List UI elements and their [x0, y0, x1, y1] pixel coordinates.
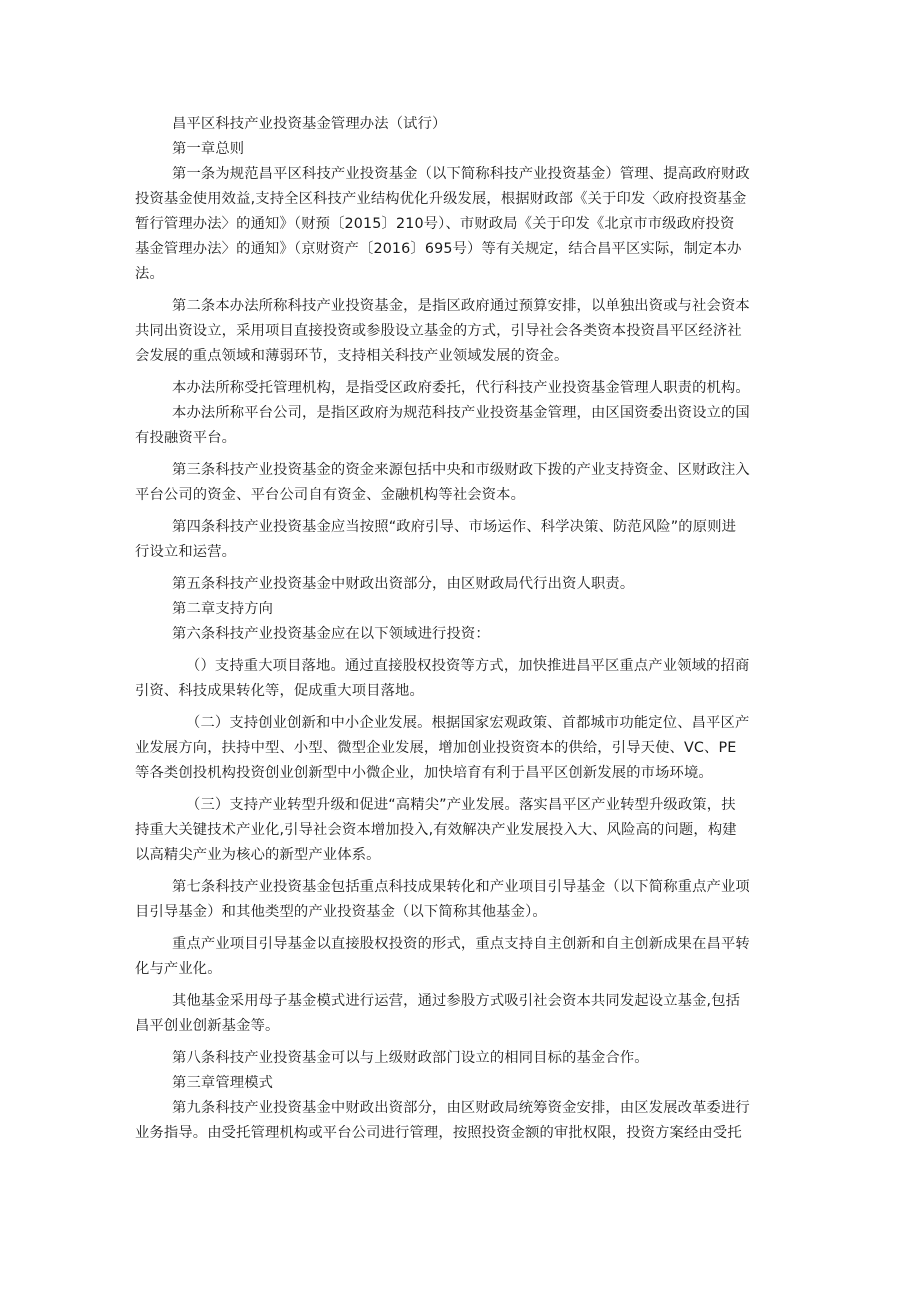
chapter-heading: 第二章支持方向 [172, 601, 274, 617]
text-line: 第四条科技产业投资基金应当按照“政府引导、市场运作、科学决策、防范风险”的原则进 [172, 519, 737, 535]
paragraph-other-fund [135, 989, 796, 1039]
text-line: （三）支持产业转型升级和促进“高精尖”产业发展。落实昌平区产业转型升级政策，扶 [186, 797, 736, 813]
text-line: 第九条科技产业投资基金中财政出资部分，由区财政局统筹资金安排，由区发展改革委进行 [172, 1100, 750, 1116]
text-line: 共同出资设立，采用项目直接投资或参股设立基金的方式，引导社会各类资本投资昌平区经济社 [135, 323, 742, 339]
text-line: 本办法所称平台公司，是指区政府为规范科技产业投资基金管理，由区国资委出资设立的国 [172, 405, 750, 421]
text-line: 其他基金采用母子基金模式进行运营，通过参股方式吸引社会资本共同发起设立基金,包括 [172, 993, 741, 1009]
text-line: 暂行管理办法〉的通知》（财预〔2015〕210号）、市财政局《关于印发《北京市市级政府投资 [135, 216, 735, 232]
text-line: 第三条科技产业投资基金的资金来源包括中央和市级财政下拨的产业支持资金、区财政注入 [172, 462, 750, 478]
chapter-heading: 第一章总则 [172, 141, 245, 157]
text-line: 第七条科技产业投资基金包括重点科技成果转化和产业项目引导基金（以下简称重点产业项 [172, 879, 750, 895]
text-line: 投资基金使用效益,支持全区科技产业结构优化升级发展，根据财政部《关于印发〈政府投资基金 [135, 191, 747, 207]
text-line: （二）支持创业创新和中小企业发展。根据国家宏观政策、首都城市功能定位、昌平区产 [186, 715, 750, 731]
article-9 [135, 1096, 796, 1146]
text-line: 行设立和运营。 [135, 544, 237, 560]
text-line: 会发展的重点领域和薄弱环节，支持相关科技产业领域发展的资金。 [135, 348, 569, 364]
article-3 [135, 458, 796, 508]
list-item [135, 711, 796, 786]
article-1 [135, 162, 796, 287]
article-7 [135, 875, 796, 925]
text-line: 重点产业项目引导基金以直接股权投资的形式，重点支持自主创新和自主创新成果在昌平转 [172, 936, 750, 952]
article-5: 第五条科技产业投资基金中财政出资部分，由区财政局代行出资人职责。 [172, 576, 635, 592]
article-8: 第八条科技产业投资基金可以与上级财政部门设立的相同目标的基金合作。 [172, 1050, 649, 1066]
paragraph-key-fund [135, 932, 796, 982]
list-item [135, 654, 796, 704]
text-line: （）支持重大项目落地。通过直接股权投资等方式，加快推进昌平区重点产业领域的招商 [186, 658, 750, 674]
text-line: 昌平创业创新基金等。 [135, 1018, 280, 1034]
article-4 [135, 515, 796, 565]
text-line: 有投融资平台。 [135, 430, 237, 446]
list-item [135, 793, 796, 868]
chapter-heading: 第三章管理模式 [172, 1075, 274, 1091]
text-line: 目引导基金）和其他类型的产业投资基金（以下简称其他基金）。 [135, 904, 547, 920]
text-line: 持重大关键技术产业化,引导社会资本增加投入,有效解决产业发展投入大、风险高的问题，构建 [135, 822, 737, 838]
paragraph-trustee: 本办法所称受托管理机构，是指受区政府委托，代行科技产业投资基金管理人职责的机构。 [172, 380, 750, 396]
text-line: 平台公司的资金、平台公司自有资金、金融机构等社会资本。 [135, 487, 526, 503]
text-line: 以高精尖产业为核心的新型产业体系。 [135, 847, 381, 863]
text-line: 基金管理办法〉的通知》（京财资产〔2016〕695号）等有关规定，结合昌平区实际，制定本办 [135, 241, 742, 257]
article-6: 第六条科技产业投资基金应在以下领域进行投资： [172, 626, 490, 642]
text-line: 化与产业化。 [135, 961, 222, 977]
text-line: 等各类创投机构投资创业创新型中小微企业，加快培育有利于昌平区创新发展的市场环境。 [135, 765, 713, 781]
paragraph-platform [135, 401, 796, 451]
text-line: 第二条本办法所称科技产业投资基金，是指区政府通过预算安排，以单独出资或与社会资本 [172, 298, 750, 314]
text-line: 业务指导。由受托管理机构或平台公司进行管理，按照投资金额的审批权限，投资方案经由受托 [135, 1125, 742, 1141]
text-line: 法。 [135, 266, 164, 282]
article-2 [135, 294, 796, 369]
text-line: 第一条为规范昌平区科技产业投资基金（以下简称科技产业投资基金）管理、提高政府财政 [172, 166, 750, 182]
text-line: 业发展方向，扶持中型、小型、微型企业发展，增加创业投资资本的供给，引导天使、VC、PE [135, 740, 737, 756]
doc-title: 昌平区科技产业投资基金管理办法（试行） [172, 116, 447, 132]
text-line: 引资、科技成果转化等，促成重大项目落地。 [135, 683, 424, 699]
